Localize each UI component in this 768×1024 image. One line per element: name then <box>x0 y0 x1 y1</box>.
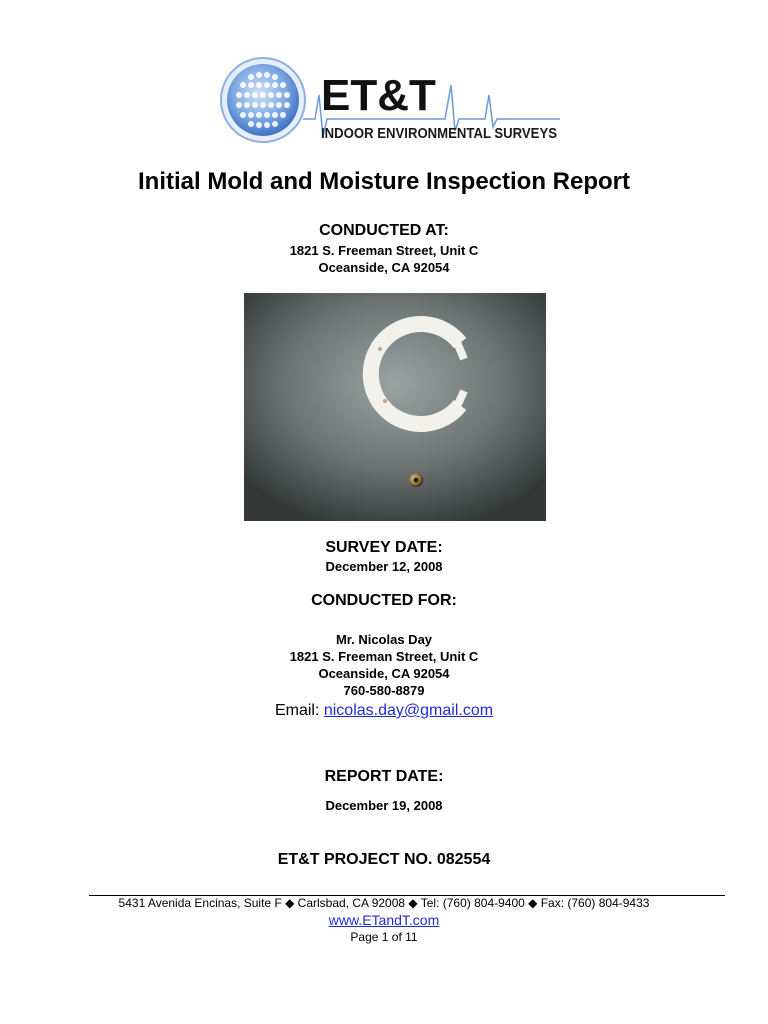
door-photo <box>244 293 546 521</box>
conducted-at-address-line1: 1821 S. Freeman Street, Unit C <box>289 243 479 258</box>
footer-website-link[interactable]: www.ETandT.com <box>328 912 440 928</box>
client-email-row <box>0 702 768 720</box>
report-title: Initial Mold and Moisture Inspection Report <box>137 168 630 195</box>
conducted-at-label: CONDUCTED AT: <box>319 222 449 239</box>
client-phone: 760-580-8879 <box>343 683 425 698</box>
survey-date-value: December 12, 2008 <box>325 559 443 574</box>
client-address-line2: Oceanside, CA 92054 <box>318 666 450 681</box>
logo-graphic <box>215 55 565 145</box>
survey-date-label: SURVEY DATE: <box>325 539 443 556</box>
client-address-line1: 1821 S. Freeman Street, Unit C <box>289 649 479 664</box>
conducted-at-address-line2: Oceanside, CA 92054 <box>318 260 450 275</box>
client-email-link[interactable]: nicolas.day@gmail.com <box>323 702 494 719</box>
footer-website-row <box>0 912 768 928</box>
door-letter-c-image <box>244 293 546 521</box>
project-number: ET&T PROJECT NO. 082554 <box>277 851 491 868</box>
client-name: Mr. Nicolas Day <box>335 632 433 647</box>
report-date-value: December 19, 2008 <box>325 798 443 813</box>
footer-address: 5431 Avenida Encinas, Suite F ◆ Carlsbad, CA 92008 ◆ Tel: (760) 804-9400 ◆ Fax: (760) 804-9433 <box>118 896 650 910</box>
company-logo <box>215 55 565 145</box>
logo-brand-text: ET&T <box>321 71 436 120</box>
logo-tagline-text: INDOOR ENVIRONMENTAL SURVEYS <box>321 126 558 142</box>
email-label: Email: <box>274 702 320 719</box>
conducted-for-label: CONDUCTED FOR: <box>311 592 457 609</box>
report-date-label: REPORT DATE: <box>324 768 444 785</box>
page-number: Page 1 of 11 <box>350 930 418 944</box>
